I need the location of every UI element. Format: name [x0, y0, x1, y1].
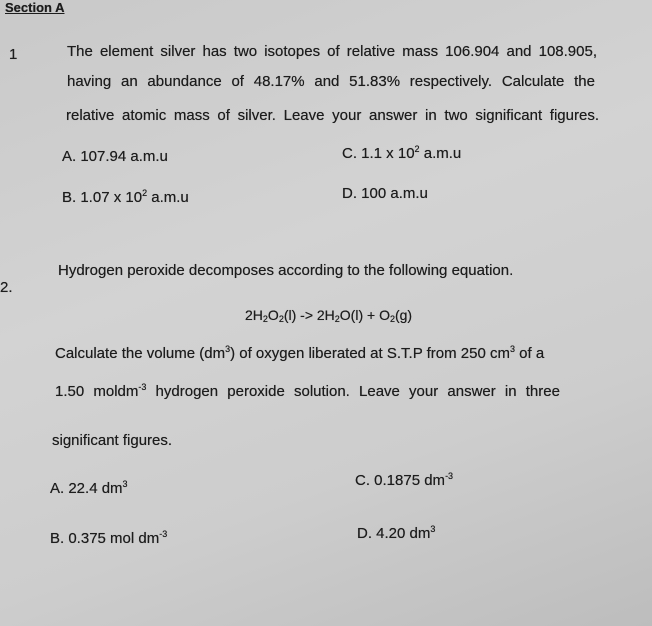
eq-sub: 2	[262, 314, 268, 324]
question-2-line-1	[55, 345, 544, 362]
q2-option-a	[50, 480, 128, 497]
q1-option-c-unit: a.m.u	[419, 145, 462, 162]
text: ) of oxygen liberated at S.T.P from 250 cm	[230, 345, 510, 362]
q2-option-d	[357, 525, 435, 542]
q1-option-d: D. 100 a.m.u	[342, 185, 428, 202]
question-1-line-1: The element silver has two isotopes of relative mass 106.904 and 108.905,	[67, 43, 597, 60]
question-1-line-3: relative atomic mass of silver. Leave your answer in two significant figures.	[66, 107, 599, 124]
exp: -3	[159, 529, 168, 539]
question-1-number: 1	[9, 46, 18, 63]
question-1-line-2: having an abundance of 48.17% and 51.83% respectively. Calculate the	[67, 73, 595, 90]
text: hydrogen peroxide solution. Leave your answer in three	[146, 383, 560, 400]
exp: -3	[445, 471, 454, 481]
q1-option-b-exp: 2	[142, 188, 148, 198]
eq-sub: 2	[389, 314, 395, 324]
question-2-line-3: significant figures.	[52, 432, 173, 449]
q2-option-c	[355, 472, 453, 489]
q1-option-b-unit: a.m.u	[147, 189, 189, 206]
eq-sub: 2	[278, 314, 284, 324]
eq-part: 2H	[245, 307, 263, 323]
question-2-number: 2.	[0, 279, 13, 296]
exp: 3	[430, 524, 436, 534]
eq-sub: 2	[334, 314, 340, 324]
chemical-equation	[245, 307, 412, 323]
text: 1.50 moldm	[55, 383, 139, 400]
question-2-line-2	[55, 383, 560, 400]
eq-part: O(l) + O	[339, 307, 390, 323]
text: C. 0.1875 dm	[355, 472, 446, 489]
q1-option-b-text: B. 1.07 x 10	[62, 189, 143, 206]
exp: 3	[122, 479, 128, 489]
text: D. 4.20 dm	[357, 525, 431, 542]
section-title: Section A	[5, 0, 65, 15]
eq-part: (g)	[394, 307, 413, 323]
eq-part: O	[267, 307, 279, 323]
text: Calculate the volume (dm	[55, 345, 226, 362]
eq-part: (l) -> 2H	[283, 307, 335, 323]
exp: -3	[138, 382, 147, 392]
q1-option-c	[342, 145, 461, 162]
q1-option-a: A. 107.94 a.m.u	[62, 148, 168, 165]
text: B. 0.375 mol dm	[50, 530, 160, 547]
exp: 3	[225, 344, 231, 354]
text: A. 22.4 dm	[50, 480, 123, 497]
exp: 3	[509, 344, 515, 354]
q1-option-b	[62, 189, 189, 206]
q1-option-c-exp: 2	[414, 144, 420, 154]
text: of a	[514, 345, 545, 362]
q1-option-c-text: C. 1.1 x 10	[342, 145, 415, 162]
q2-option-b	[50, 530, 167, 547]
question-2-intro: Hydrogen peroxide decomposes according to the following equation.	[58, 262, 514, 279]
